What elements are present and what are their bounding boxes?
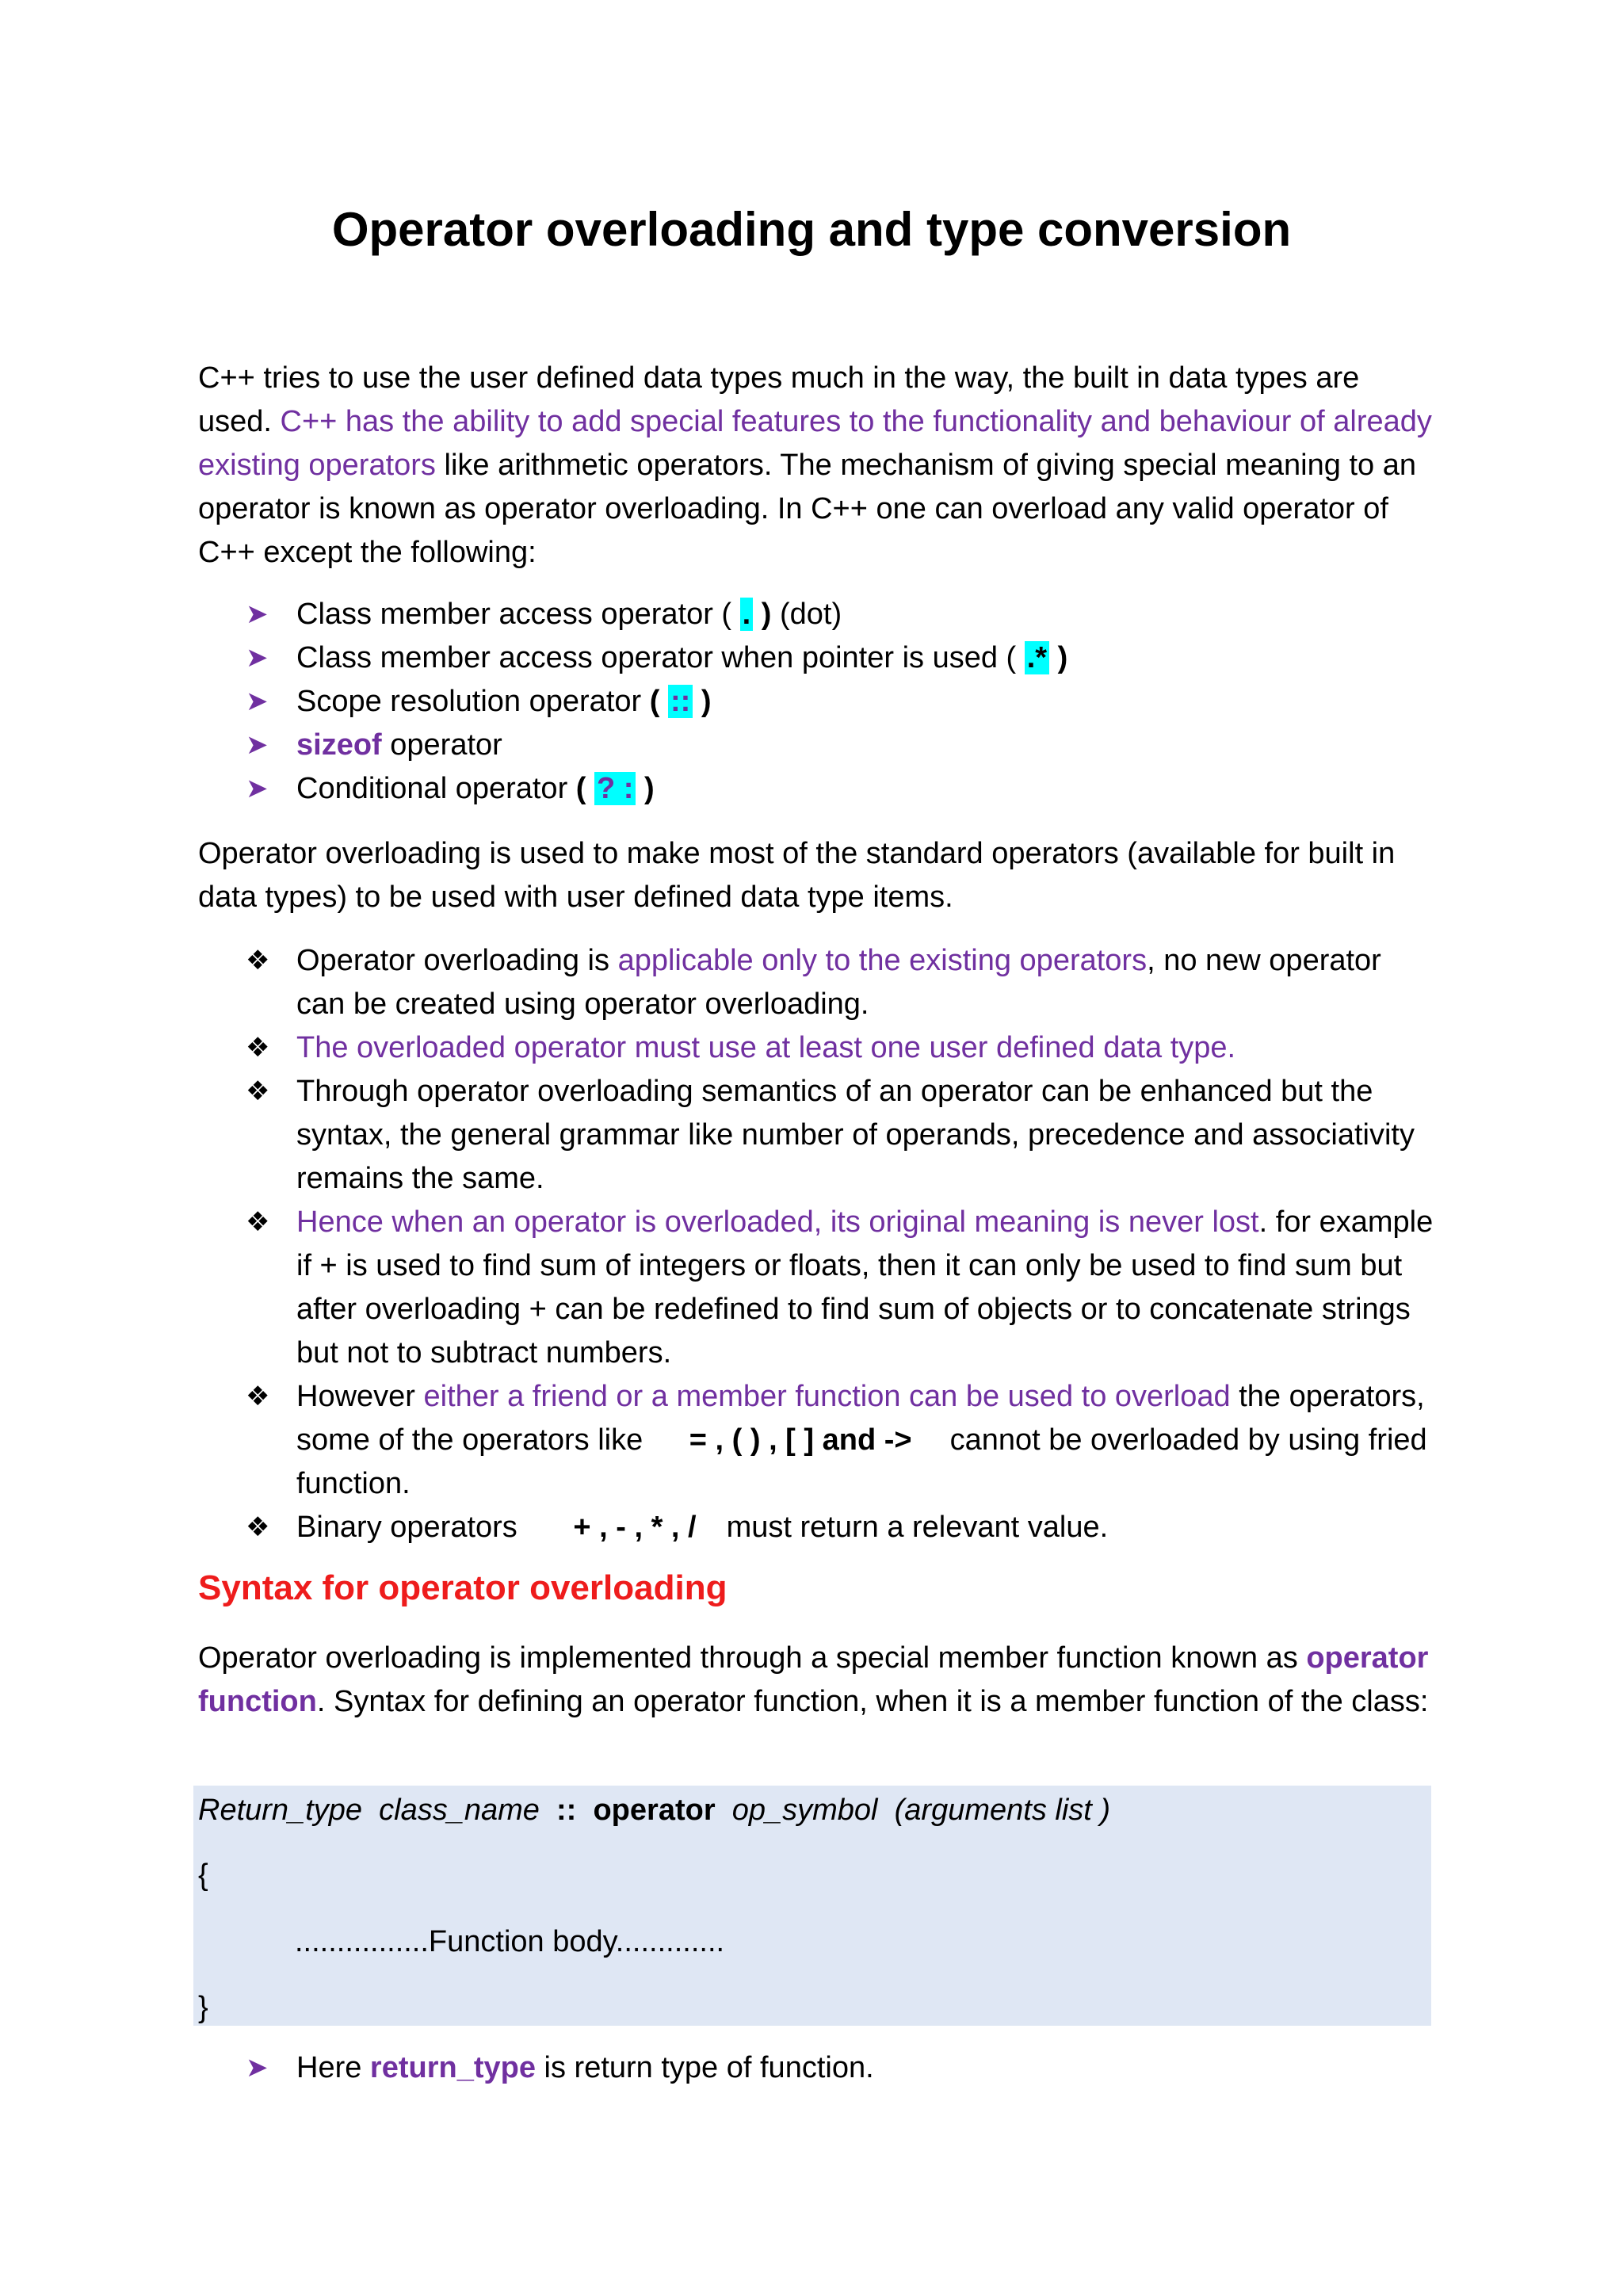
list-item: ❖ Operator overloading is applicable only to the existing operators, no new operator can be created using operator overloading. [246, 939, 1434, 1026]
intro-paragraph [198, 357, 1434, 575]
keyword: return_type [369, 2051, 536, 2084]
syntax-paragraph: Operator overloading is implemented through a special member function known as operator function. Syntax for defining an operator function, when it is a member function of the class: [198, 1641, 1429, 1718]
keyword: sizeof [296, 728, 382, 762]
keyword: operator function [198, 1641, 1429, 1718]
arrow-bullet-icon: ➤ [246, 686, 269, 716]
list-item: ❖ Through operator overloading semantics of an operator can be enhanced but the syntax, the general grammar like number of operands, precedence and associativity remains the same. [246, 1070, 1434, 1201]
list-item: ➤ sizeof operator [246, 724, 1434, 767]
diamond-bullet-icon: ❖ [246, 1207, 270, 1237]
code-signature: Return_type class_name :: operator op_symbol (arguments list ) [198, 1794, 1111, 1827]
operator-symbols: + , - , * , / [573, 1511, 697, 1544]
list-item: ❖ Binary operators + , - , * , / must return a relevant value. [246, 1506, 1434, 1549]
list-item: ➤ Class member access operator when pointer is used ( .* ) [246, 636, 1434, 680]
diamond-bullet-icon: ❖ [246, 1033, 270, 1063]
arrow-bullet-icon: ➤ [246, 774, 269, 804]
list-item: ➤ Class member access operator ( . ) (dot) [246, 593, 1434, 636]
intro-highlight-text: C++ has the ability to add special features to the functionality and behaviour of already existing operators [198, 405, 1432, 482]
page-title: Operator overloading and type conversion [331, 203, 1292, 256]
operator-symbol: ? : [594, 772, 636, 805]
operator-symbol: . [740, 598, 754, 631]
code-block [193, 1786, 1431, 2026]
list-item: ➤ Conditional operator ( ? : ) [246, 767, 1434, 811]
code-close-brace: } [198, 1991, 208, 2024]
list-item: ➤ Here return_type is return type of function. [246, 2046, 1434, 2090]
diamond-bullet-icon: ❖ [246, 946, 270, 976]
list-item: ❖ However either a friend or a member function can be used to overload the operators, some of the operators like = , ( ) , [ ] and -> cannot be overloaded by using fried function. [246, 1375, 1434, 1506]
code-body: ................Function body............. [295, 1925, 725, 1958]
diamond-bullet-icon: ❖ [246, 1512, 270, 1542]
exceptions-list [246, 593, 1434, 811]
diamond-bullet-icon: ❖ [246, 1381, 270, 1412]
arrow-bullet-icon: ➤ [246, 2053, 269, 2083]
intro-text-2: like arithmetic operators. The mechanism of giving special meaning to an operator is known as operator overloading. In C++ one can overload any valid operator of C++ except the following: [198, 449, 1416, 569]
code-open-brace: { [198, 1859, 208, 1892]
intro-text-1: C++ tries to use the user defined data types much in the way, the built in data types are used. [198, 361, 1360, 438]
arrow-bullet-icon: ➤ [246, 599, 269, 629]
usage-paragraph: Operator overloading is used to make most of the standard operators (available for built in data types) to be used with user defined data type items. [198, 837, 1396, 914]
notes-list [246, 2046, 1434, 2090]
diamond-bullet-icon: ❖ [246, 1076, 270, 1106]
operator-symbol: .* [1025, 641, 1049, 674]
list-item: ❖ Hence when an operator is overloaded, its original meaning is never lost. for example if + is used to find sum of integers or floats, then it can only be used to find sum but after overloading + can be redefined to find sum of objects or to concatenate strings but not to subtract numbers. [246, 1201, 1434, 1375]
operator-symbol: :: [668, 685, 693, 718]
arrow-bullet-icon: ➤ [246, 730, 269, 760]
operator-symbols: = , ( ) , [ ] and -> [689, 1423, 912, 1457]
section-heading: Syntax for operator overloading [198, 1568, 727, 1607]
list-item: ❖ The overloaded operator must use at least one user defined data type. [246, 1026, 1434, 1070]
arrow-bullet-icon: ➤ [246, 643, 269, 673]
rules-list [246, 939, 1434, 1549]
list-item: ➤ Scope resolution operator ( :: ) [246, 680, 1434, 724]
